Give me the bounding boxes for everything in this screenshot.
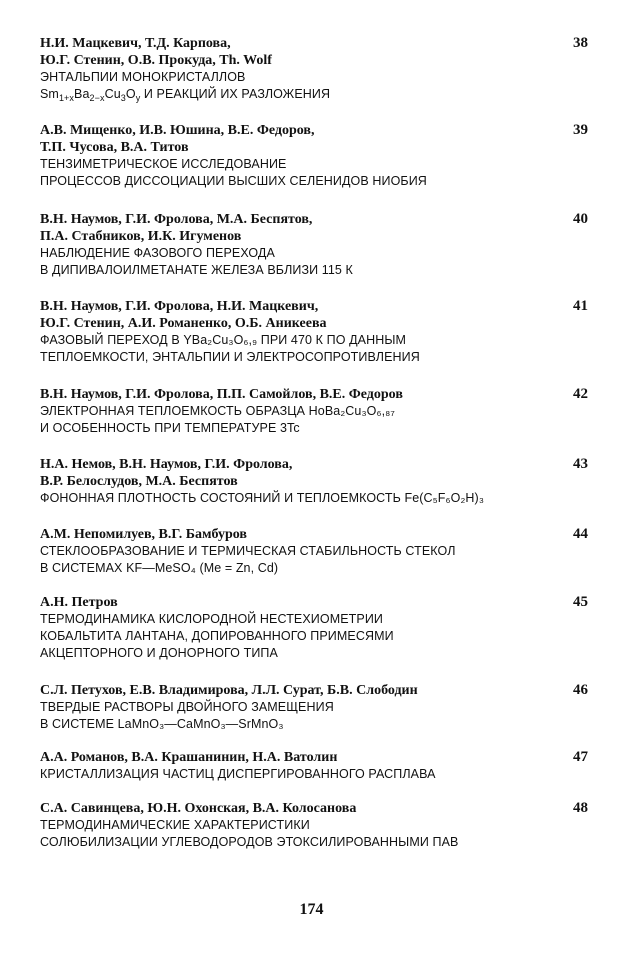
entry-title-line: ФОНОННАЯ ПЛОТНОСТЬ СОСТОЯНИЙ И ТЕПЛОЕМКОСТЬ Fe(C₅F₆O₂H)₃ — [40, 491, 485, 505]
toc-entry — [40, 456, 588, 507]
entry-authors-line: В.Н. Наумов, Г.И. Фролова, Н.И. Мацкевич, — [40, 299, 319, 314]
entry-title-formula-line: $Sm_{1+x}Ba_{2-x}Cu_3O_y$ И РЕАКЦИЙ ИХ РАЗЛОЖЕНИЯ — [40, 87, 331, 103]
toc-entry — [40, 122, 588, 190]
entry-page-number: 43 — [573, 456, 588, 472]
entry-title-line: В СИСТЕМАХ KF—MeSO₄ (Me = Zn, Cd) — [40, 561, 279, 575]
toc-entry — [40, 298, 588, 366]
entry-authors-line: Ю.Г. Стенин, А.И. Романенко, О.Б. Аникеева — [40, 316, 327, 331]
entry-authors-line: А.А. Романов, В.А. Крашанинин, Н.А. Ватолин — [40, 750, 338, 765]
toc-entry — [40, 682, 588, 733]
entry-authors-line: А.М. Непомилуев, В.Г. Бамбуров — [40, 527, 247, 542]
entry-title-line: ПРОЦЕССОВ ДИССОЦИАЦИИ ВЫСШИХ СЕЛЕНИДОВ НИОБИЯ — [40, 174, 427, 188]
entry-title-line: ЭЛЕКТРОННАЯ ТЕПЛОЕМКОСТЬ ОБРАЗЦА HoBa₂Cu₃O₆,₈₇ — [40, 404, 395, 418]
entry-title-line: СОЛЮБИЛИЗАЦИИ УГЛЕВОДОРОДОВ ЭТОКСИЛИРОВАННЫМИ ПАВ — [40, 835, 459, 849]
entry-page-number: 38 — [573, 35, 588, 51]
entry-page-number: 40 — [573, 211, 588, 227]
entry-authors-line: Т.П. Чусова, В.А. Титов — [40, 140, 189, 155]
entry-page-number: 39 — [573, 122, 588, 138]
entry-title-line: В ДИПИВАЛОИЛМЕТАНАТЕ ЖЕЛЕЗА ВБЛИЗИ 115 К — [40, 263, 353, 277]
entry-authors-line: В.Н. Наумов, Г.И. Фролова, М.А. Беспятов, — [40, 212, 313, 227]
toc-entry — [40, 594, 588, 662]
entry-page-number: 41 — [573, 298, 588, 314]
toc-entry — [40, 526, 588, 577]
toc-entry — [40, 35, 588, 103]
entry-page-number: 44 — [573, 526, 588, 542]
entry-authors-line: В.Н. Наумов, Г.И. Фролова, П.П. Самойлов, В.Е. Федоров — [40, 387, 403, 402]
toc-entry — [40, 800, 588, 851]
entry-title-line: КОБАЛЬТИТА ЛАНТАНА, ДОПИРОВАННОГО ПРИМЕСЯМИ — [40, 629, 394, 643]
entry-title-line: ТЕРМОДИНАМИКА КИСЛОРОДНОЙ НЕСТЕХИОМЕТРИИ — [40, 612, 384, 626]
entry-title-line: ФАЗОВЫЙ ПЕРЕХОД В YBa₂Cu₃O₆,₉ ПРИ 470 К ПО ДАННЫМ — [40, 333, 407, 347]
entry-authors-line: С.Л. Петухов, Е.В. Владимирова, Л.Л. Сурат, Б.В. Слободин — [40, 683, 418, 698]
entry-title-line: СТЕКЛООБРАЗОВАНИЕ И ТЕРМИЧЕСКАЯ СТАБИЛЬНОСТЬ СТЕКОЛ — [40, 544, 456, 558]
entry-authors-line: П.А. Стабников, И.К. Игуменов — [40, 229, 242, 244]
entry-title-line: ТВЕРДЫЕ РАСТВОРЫ ДВОЙНОГО ЗАМЕЩЕНИЯ — [40, 700, 334, 714]
entry-title-line: ТЕНЗИМЕТРИЧЕСКОЕ ИССЛЕДОВАНИЕ — [40, 157, 287, 171]
toc-entry — [40, 211, 588, 279]
toc-entry — [40, 749, 588, 783]
entry-page-number: 48 — [573, 800, 588, 816]
toc-entry — [40, 386, 588, 437]
entry-authors-line: А.Н. Петров — [40, 595, 118, 610]
entry-title-line: НАБЛЮДЕНИЕ ФАЗОВОГО ПЕРЕХОДА — [40, 246, 275, 260]
entry-page-number: 42 — [573, 386, 588, 402]
footer-page-number: 174 — [299, 901, 324, 918]
entry-title-line: КРИСТАЛЛИЗАЦИЯ ЧАСТИЦ ДИСПЕРГИРОВАННОГО РАСПЛАВА — [40, 767, 436, 781]
entry-authors-line: Н.И. Мацкевич, Т.Д. Карпова, — [40, 36, 231, 51]
entry-title-line: В СИСТЕМЕ LaMnO₃—CaMnO₃—SrMnO₃ — [40, 717, 284, 731]
entry-authors-line: Н.А. Немов, В.Н. Наумов, Г.И. Фролова, — [40, 457, 293, 472]
entry-authors-line: В.Р. Белослудов, М.А. Беспятов — [40, 474, 238, 489]
entry-title-line: ЭНТАЛЬПИИ МОНОКРИСТАЛЛОВ — [40, 70, 246, 84]
entry-authors-line: С.А. Савинцева, Ю.Н. Охонская, В.А. Колосанова — [40, 801, 357, 816]
entry-page-number: 45 — [573, 594, 588, 610]
entry-authors-line: А.В. Мищенко, И.В. Юшина, В.Е. Федоров, — [40, 123, 315, 138]
entry-page-number: 47 — [573, 749, 588, 765]
entry-page-number: 46 — [573, 682, 588, 698]
entry-title-line: АКЦЕПТОРНОГО И ДОНОРНОГО ТИПА — [40, 646, 278, 660]
entry-title-line: ТЕРМОДИНАМИЧЕСКИЕ ХАРАКТЕРИСТИКИ — [40, 818, 310, 832]
entry-title-line: И ОСОБЕННОСТЬ ПРИ ТЕМПЕРАТУРЕ 3Tc — [40, 421, 300, 435]
entry-authors-line: Ю.Г. Стенин, О.В. Прокуда, Th. Wolf — [40, 53, 272, 68]
entry-title-line: ТЕПЛОЕМКОСТИ, ЭНТАЛЬПИИ И ЭЛЕКТРОСОПРОТИВЛЕНИЯ — [40, 350, 420, 364]
